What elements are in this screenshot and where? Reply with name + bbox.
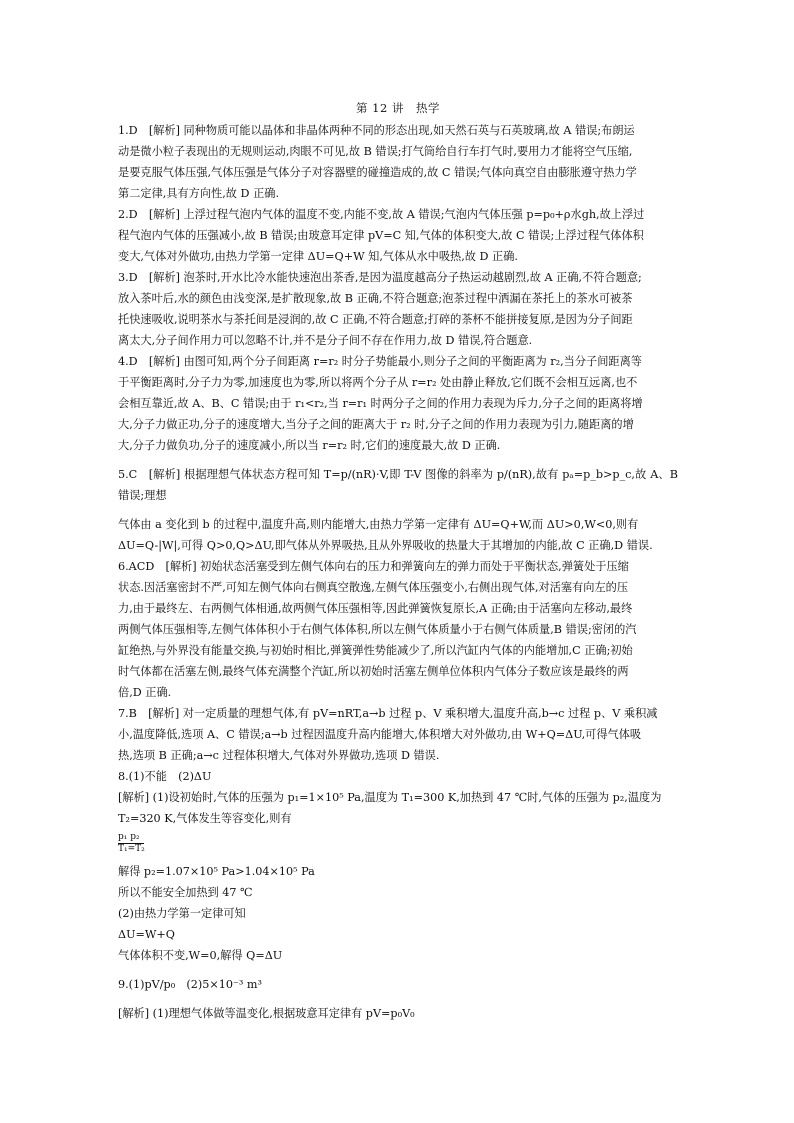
answer-page <box>118 100 678 1024</box>
fraction-numerator: p₁ p₂ <box>118 832 140 842</box>
text-line: 状态.因活塞密封不严,可知左侧气体向右侧真空散逸,左侧气体压强变小,右侧出现气体,对活塞有向左的压 <box>118 581 629 594</box>
text-line: 所以不能安全加热到 47 ℃ <box>118 886 253 899</box>
text-line: 大,分子力做正功,分子的速度增大,当分子之间的距离大于 r₂ 时,分子之间的作用力表现为引力,随距离的增 <box>118 418 634 431</box>
page-title: 第 12 讲 热学 <box>356 101 440 115</box>
text-line: 第二定律,具有方向性,故 D 正确. <box>118 187 280 200</box>
answer-body <box>118 120 678 829</box>
text-line: 9.(1)pV/p₀ (2)5×10⁻³ m³ <box>118 978 262 991</box>
text-line: 热,选项 B 正确;a→c 过程体积增大,气体对外界做功,选项 D 错误. <box>118 749 440 762</box>
text-line: 1.D [解析] 同种物质可能以晶体和非晶体两种不同的形态出现,如天然石英与石英玻璃,故 A 错误;布朗运 <box>118 124 635 137</box>
text-line: 气体由 a 变化到 b 的过程中,温度升高,则内能增大,由热力学第一定律有 ΔU=Q+W,而 ΔU>0,W<0,则有 <box>118 518 639 531</box>
text-line: 3.D [解析] 泡茶时,开水比冷水能快速泡出茶香,是因为温度越高分子热运动越剧烈,故 A 正确,不符合题意; <box>118 271 642 284</box>
text-line: 5.C [解析] 根据理想气体状态方程可知 T=p/(nR)·V,即 T-V 图像的斜率为 p/(nR),故有 pₐ=p_b>p_c,故 A、B 错误;理想 <box>118 468 678 502</box>
text-line: 气体体积不变,W=0,解得 Q=ΔU <box>118 949 283 962</box>
text-line: T₂=320 K,气体发生等容变化,则有 <box>118 812 292 825</box>
text-line: [解析] (1)理想气体做等温变化,根据玻意耳定律有 pV=p₀V₀ <box>118 1007 415 1020</box>
text-line: 托快速吸收,说明茶水与茶托间是浸润的,故 C 正确,不符合题意;打碎的茶杯不能拼接复原,是因为分子间距 <box>118 313 633 326</box>
text-line: 程气泡内气体的压强减小,故 B 错误;由玻意耳定律 pV=C 知,气体的体积变大,故 C 错误;上浮过程气体体积 <box>118 229 644 242</box>
text-line: ΔU=W+Q <box>118 928 175 941</box>
text-line: 于平衡距离时,分子力为零,加速度也为零,所以将两个分子从 r=r₂ 处由静止释放,它们既不会相互远离,也不 <box>118 376 638 389</box>
text-line: 会相互靠近,故 A、B、C 错误;由于 r₁<r₂,当 r=r₁ 时两分子之间的作用力表现为斥力,分子之间的距离将增 <box>118 397 643 410</box>
text-line: 小,温度降低,选项 A、C 错误;a→b 过程因温度升高内能增大,体积增大对外做功,由 W+Q=ΔU,可得气体吸 <box>118 728 642 741</box>
text-line: (2)由热力学第一定律可知 <box>118 907 246 920</box>
text-line: 倍,D 正确. <box>118 686 172 699</box>
text-line: 解得 p₂=1.07×10⁵ Pa>1.04×10⁵ Pa <box>118 865 315 878</box>
text-line: 6.ACD [解析] 初始状态活塞受到左侧气体向右的压力和弹簧向左的弹力而处于平衡状态,弹簧处于压缩 <box>118 560 629 573</box>
answer-body-continued <box>118 861 678 1024</box>
text-line: 动是微小粒子表现出的无规则运动,肉眼不可见,故 B 错误;打气筒给自行车打气时,要用力才能将空气压缩, <box>118 145 633 158</box>
text-line: 变大,气体对外做功,由热力学第一定律 ΔU=Q+W 知,气体从水中吸热,故 D 正确. <box>118 250 518 263</box>
text-line: 两侧气体压强相等,左侧气体体积小于右侧气体体积,所以左侧气体质量小于右侧气体质量,B 错误;密闭的汽 <box>118 623 637 636</box>
text-line: 放入茶叶后,水的颜色由浅变深,是扩散现象,故 B 正确,不符合题意;泡茶过程中洒漏在茶托上的茶水可被茶 <box>118 292 633 305</box>
text-line: 大,分子力做负功,分子的速度减小,所以当 r=r₂ 时,它们的速度最大,故 D 正确. <box>118 439 501 452</box>
text-line: 时气体都在活塞左侧,最终气体充满整个汽缸,所以初始时活塞左侧单位体积内气体分子数应该是最终的两 <box>118 665 629 678</box>
text-line: 缸绝热,与外界没有能量交换,与初始时相比,弹簧弹性势能减少了,所以汽缸内气体的内能增加,C 正确;初始 <box>118 644 633 657</box>
text-line: 是要克服气体压强,气体压强是气体分子对容器壁的碰撞造成的,故 C 错误;气体向真空自由膨胀遵守热力学 <box>118 166 637 179</box>
fraction-equation <box>118 832 678 855</box>
text-line: 2.D [解析] 上浮过程气泡内气体的温度不变,内能不变,故 A 错误;气泡内气体压强 p=p₀+ρ水gh,故上浮过 <box>118 208 645 221</box>
text-line: 力,由于最终左、右两侧气体相通,故两侧气体压强相等,因此弹簧恢复原长,A 正确;由于活塞向左移动,最终 <box>118 602 633 615</box>
text-line: ΔU=Q-|W|,可得 Q>0,Q>ΔU,即气体从外界吸热,且从外界吸收的热量大于其增加的内能,故 C 正确,D 错误. <box>118 539 653 552</box>
text-line: 7.B [解析] 对一定质量的理想气体,有 pV=nRT,a→b 过程 p、V 乘积增大,温度升高,b→c 过程 p、V 乘积减 <box>118 707 658 720</box>
text-line: [解析] (1)设初始时,气体的压强为 p₁=1×10⁵ Pa,温度为 T₁=300 K,加热到 47 ℃时,气体的压强为 p₂,温度为 <box>118 791 662 804</box>
text-line: 4.D [解析] 由图可知,两个分子间距离 r=r₂ 时分子势能最小,则分子之间的平衡距离为 r₂,当分子间距离等 <box>118 355 642 368</box>
text-line: 8.(1)不能 (2)ΔU <box>118 770 212 783</box>
fraction-denominator: T₁=T₂ <box>118 844 145 854</box>
text-line: 离太大,分子间作用力可以忽略不计,并不是分子间不存在作用力,故 D 错误,符合题意. <box>118 334 533 347</box>
